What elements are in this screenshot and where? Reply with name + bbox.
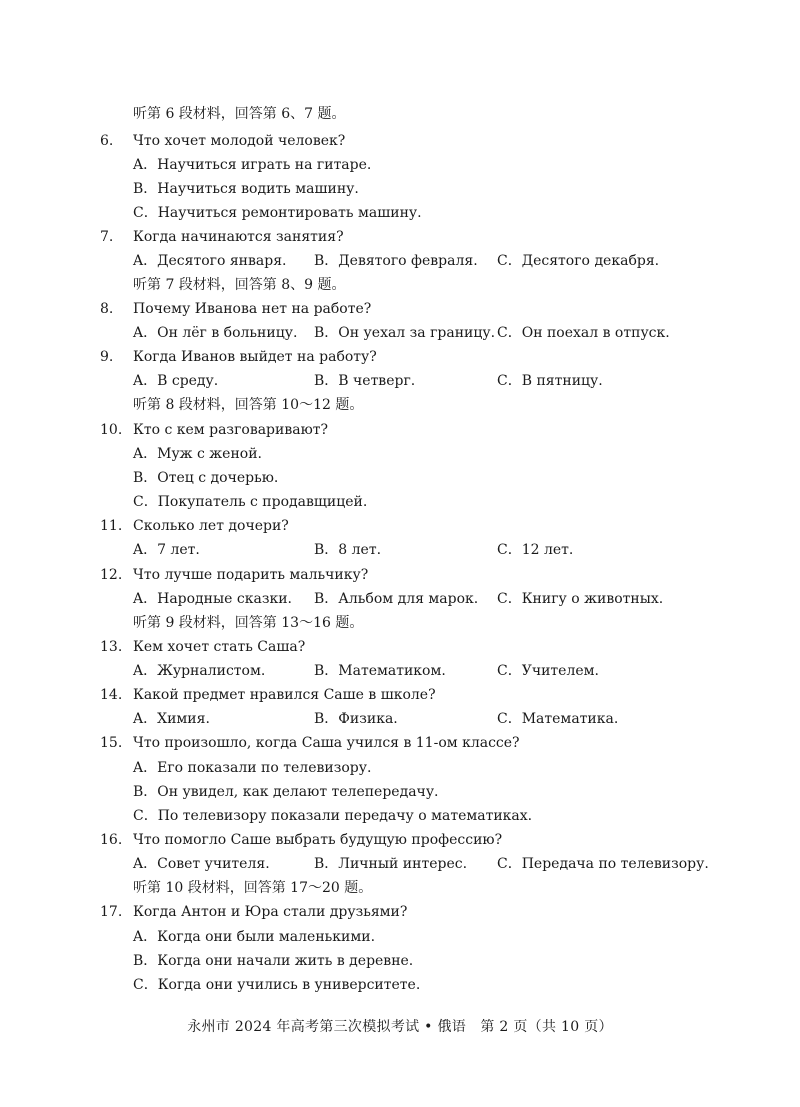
option-a: A．Научиться играть на гитаре.: [133, 157, 372, 173]
option-b: B．Он увидел, как делают телепередачу.: [133, 784, 439, 800]
question-number: 6.: [100, 133, 114, 149]
option-b: B．Альбом для марок.: [314, 591, 479, 607]
question-number: 15.: [100, 735, 123, 751]
option-a: A．Совет учителя.: [133, 856, 270, 872]
option-b: B．8 лет.: [314, 542, 382, 558]
option-b: B．Научиться водить машину.: [133, 181, 359, 197]
option-row: [0, 538, 800, 562]
option-c: C．Десятого декабря.: [497, 253, 660, 269]
option-b: B．Он уехал за границу.: [314, 325, 496, 341]
option-row: [0, 925, 800, 949]
section-instruction: [0, 273, 800, 297]
option-b: B．Отец с дочерью.: [133, 470, 279, 486]
option-a: A．Когда они были маленькими.: [133, 929, 376, 945]
option-row: [0, 177, 800, 201]
question-text: Что хочет молодой человек?: [133, 133, 346, 149]
option-row: [0, 249, 800, 273]
question-text: Когда начинаются занятия?: [133, 229, 344, 245]
question-number: 7.: [100, 229, 114, 245]
option-a: A．Журналистом.: [133, 663, 266, 679]
question-number: 10.: [100, 422, 123, 438]
option-b: B．В четверг.: [314, 373, 416, 389]
option-b: B．Когда они начали жить в деревне.: [133, 953, 414, 969]
option-a: A．Муж с женой.: [133, 446, 263, 462]
option-c: C．Книгу о животных.: [497, 591, 664, 607]
option-c: C．Учителем.: [497, 663, 599, 679]
question: [0, 297, 800, 321]
option-a: A．Десятого января.: [133, 253, 287, 269]
question-text: Сколько лет дочери?: [133, 518, 289, 534]
section-instruction: [0, 393, 800, 417]
question: [0, 418, 800, 442]
option-row: [0, 587, 800, 611]
option-c: C．Когда они учились в университете.: [133, 977, 421, 993]
question: [0, 635, 800, 659]
option-b: B．Личный интерес.: [314, 856, 468, 872]
option-a: A．В среду.: [133, 373, 219, 389]
question: [0, 683, 800, 707]
option-a: A．Народные сказки.: [133, 591, 292, 607]
option-row: [0, 321, 800, 345]
question-text: Когда Иванов выйдет на работу?: [133, 349, 377, 365]
section-instruction: [0, 876, 800, 900]
question: [0, 563, 800, 587]
question-text: Что произошло, когда Саша учился в 11-ом классе?: [133, 735, 520, 751]
section-8-instruction: 听第 8 段材料，回答第 10～12 题。: [133, 397, 364, 413]
section-instruction: [0, 611, 800, 635]
option-row: [0, 780, 800, 804]
question: [0, 225, 800, 249]
question-text: Что лучше подарить мальчику?: [133, 567, 369, 583]
option-row: [0, 852, 800, 876]
option-b: B．Математиком.: [314, 663, 446, 679]
question-number: 17.: [100, 904, 123, 920]
section-6-instruction: 听第 6 段材料，回答第 6、7 题。: [133, 106, 346, 122]
option-b: B．Физика.: [314, 711, 398, 727]
option-c: C．Передача по телевизору.: [497, 856, 709, 872]
question-text: Почему Иванова нет на работе?: [133, 301, 372, 317]
option-c: C．В пятницу.: [497, 373, 603, 389]
option-row: [0, 659, 800, 683]
question-number: 9.: [100, 349, 114, 365]
question-text: Кем хочет стать Саша?: [133, 639, 306, 655]
option-a: A．Химия.: [133, 711, 210, 727]
question-number: 12.: [100, 567, 123, 583]
question-text: Что помогло Саше выбрать будущую профессию?: [133, 832, 503, 848]
option-row: [0, 466, 800, 490]
question: [0, 900, 800, 924]
option-a: A．Его показали по телевизору.: [133, 760, 372, 776]
question-number: 14.: [100, 687, 123, 703]
section-instruction: [0, 102, 800, 126]
question-text: Какой предмет нравился Саше в школе?: [133, 687, 436, 703]
option-c: C．12 лет.: [497, 542, 574, 558]
option-row: [0, 201, 800, 225]
option-row: [0, 153, 800, 177]
question-number: 11.: [100, 518, 123, 534]
question-number: 16.: [100, 832, 123, 848]
option-a: A．7 лет.: [133, 542, 200, 558]
question: [0, 731, 800, 755]
section-7-instruction: 听第 7 段材料，回答第 8、9 题。: [133, 277, 346, 293]
option-c: C．Научиться ремонтировать машину.: [133, 205, 422, 221]
option-row: [0, 369, 800, 393]
option-row: [0, 707, 800, 731]
option-row: [0, 973, 800, 997]
option-c: C．По телевизору показали передачу о математиках.: [133, 808, 533, 824]
option-row: [0, 949, 800, 973]
section-9-instruction: 听第 9 段材料，回答第 13～16 题。: [133, 615, 364, 631]
question-text: Кто с кем разговаривают?: [133, 422, 329, 438]
option-row: [0, 442, 800, 466]
question: [0, 514, 800, 538]
question-number: 13.: [100, 639, 123, 655]
option-c: C．Он поехал в отпуск.: [497, 325, 670, 341]
option-row: [0, 804, 800, 828]
option-row: [0, 756, 800, 780]
option-c: C．Покупатель с продавщицей.: [133, 494, 368, 510]
question-text: Когда Антон и Юра стали друзьями?: [133, 904, 408, 920]
question-number: 8.: [100, 301, 114, 317]
question: [0, 345, 800, 369]
section-10-instruction: 听第 10 段材料，回答第 17～20 题。: [133, 880, 373, 896]
option-b: B．Девятого февраля.: [314, 253, 478, 269]
page-footer: 永州市 2024 年高考第三次模拟考试 • 俄语 第 2 页（共 10 页）: [187, 1019, 613, 1035]
option-c: C．Математика.: [497, 711, 619, 727]
option-a: A．Он лёг в больницу.: [133, 325, 298, 341]
question: [0, 129, 800, 153]
question: [0, 828, 800, 852]
option-row: [0, 490, 800, 514]
